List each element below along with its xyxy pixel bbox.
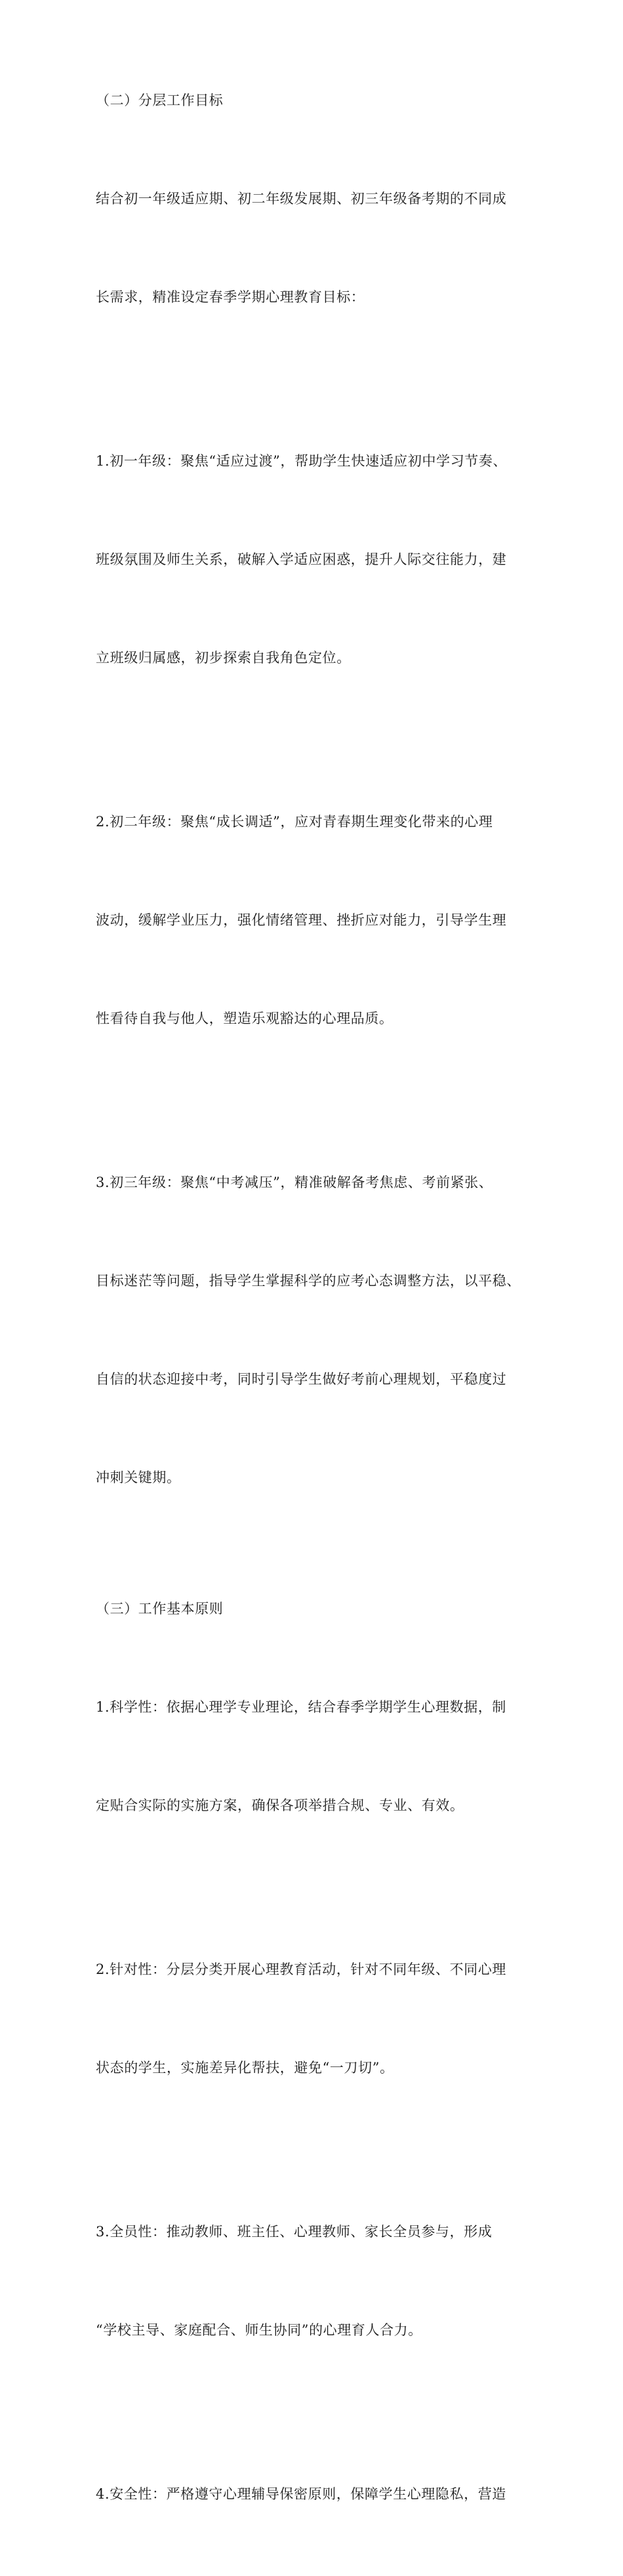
goal-item-grade-2	[96, 740, 542, 1100]
text-line: 1.初一年级：聚焦“适应过渡”，帮助学生快速适应初中学习节奏、	[96, 453, 508, 469]
section-heading-principles: （三）工作基本原则	[96, 1601, 224, 1617]
goal-item-grade-3	[96, 1100, 542, 1560]
text-line: 3.初三年级：聚焦“中考减压”，精准破解备考焦虑、考前紧张、	[96, 1175, 493, 1190]
text-line: 2.针对性：分层分类开展心理教育活动，针对不同年级、不同心理	[96, 1962, 507, 1977]
text-line: 波动，缓解学业压力，强化情绪管理、挫折应对能力，引导学生理	[96, 912, 507, 928]
text-line: 结合初一年级适应期、初二年级发展期、初三年级备考期的不同成	[96, 191, 507, 207]
text-line: 状态的学生，实施差异化帮扶，避免“一刀切”。	[96, 2060, 394, 2076]
principle-item-targeted	[96, 1887, 542, 2150]
document-page	[96, 84, 542, 2576]
section-spacer	[96, 1560, 542, 1592]
text-line: 2.初二年级：聚焦“成长调适”，应对青春期生理变化带来的心理	[96, 814, 493, 830]
text-line: 3.全员性：推动教师、班主任、心理教师、家长全员参与，形成	[96, 2224, 492, 2240]
text-line: 班级氛围及师生关系，破解入学适应困惑，提升人际交往能力，建	[96, 552, 507, 567]
principle-item-inclusive	[96, 2150, 542, 2412]
text-line: 冲刺关键期。	[96, 1470, 181, 1485]
text-line: 定贴合实际的实施方案，确保各项举措合规、专业、有效。	[96, 1798, 464, 1813]
goal-item-grade-1	[96, 379, 542, 740]
section-intro	[96, 117, 542, 379]
text-line: 性看待自我与他人，塑造乐观豁达的心理品质。	[96, 1011, 393, 1026]
section-heading-layered-goals: （二）分层工作目标	[96, 92, 224, 108]
text-line: 长需求，精准设定春季学期心理教育目标：	[96, 289, 365, 305]
text-line: 4.安全性：严格遵守心理辅导保密原则，保障学生心理隐私，营造	[96, 2486, 507, 2502]
text-line: 目标迷茫等问题，指导学生掌握科学的应考心态调整方法，以平稳、	[96, 1273, 521, 1289]
text-line: “学校主导、家庭配合、师生协同”的心理育人合力。	[96, 2322, 422, 2338]
text-line: 立班级归属感，初步探索自我角色定位。	[96, 650, 351, 666]
text-line: 1.科学性：依据心理学专业理论，结合春季学期学生心理数据，制	[96, 1699, 507, 1715]
principle-item-scientific	[96, 1625, 542, 1887]
text-line: 自信的状态迎接中考，同时引导学生做好考前心理规划，平稳度过	[96, 1371, 507, 1387]
principle-item-safety	[96, 2412, 542, 2576]
